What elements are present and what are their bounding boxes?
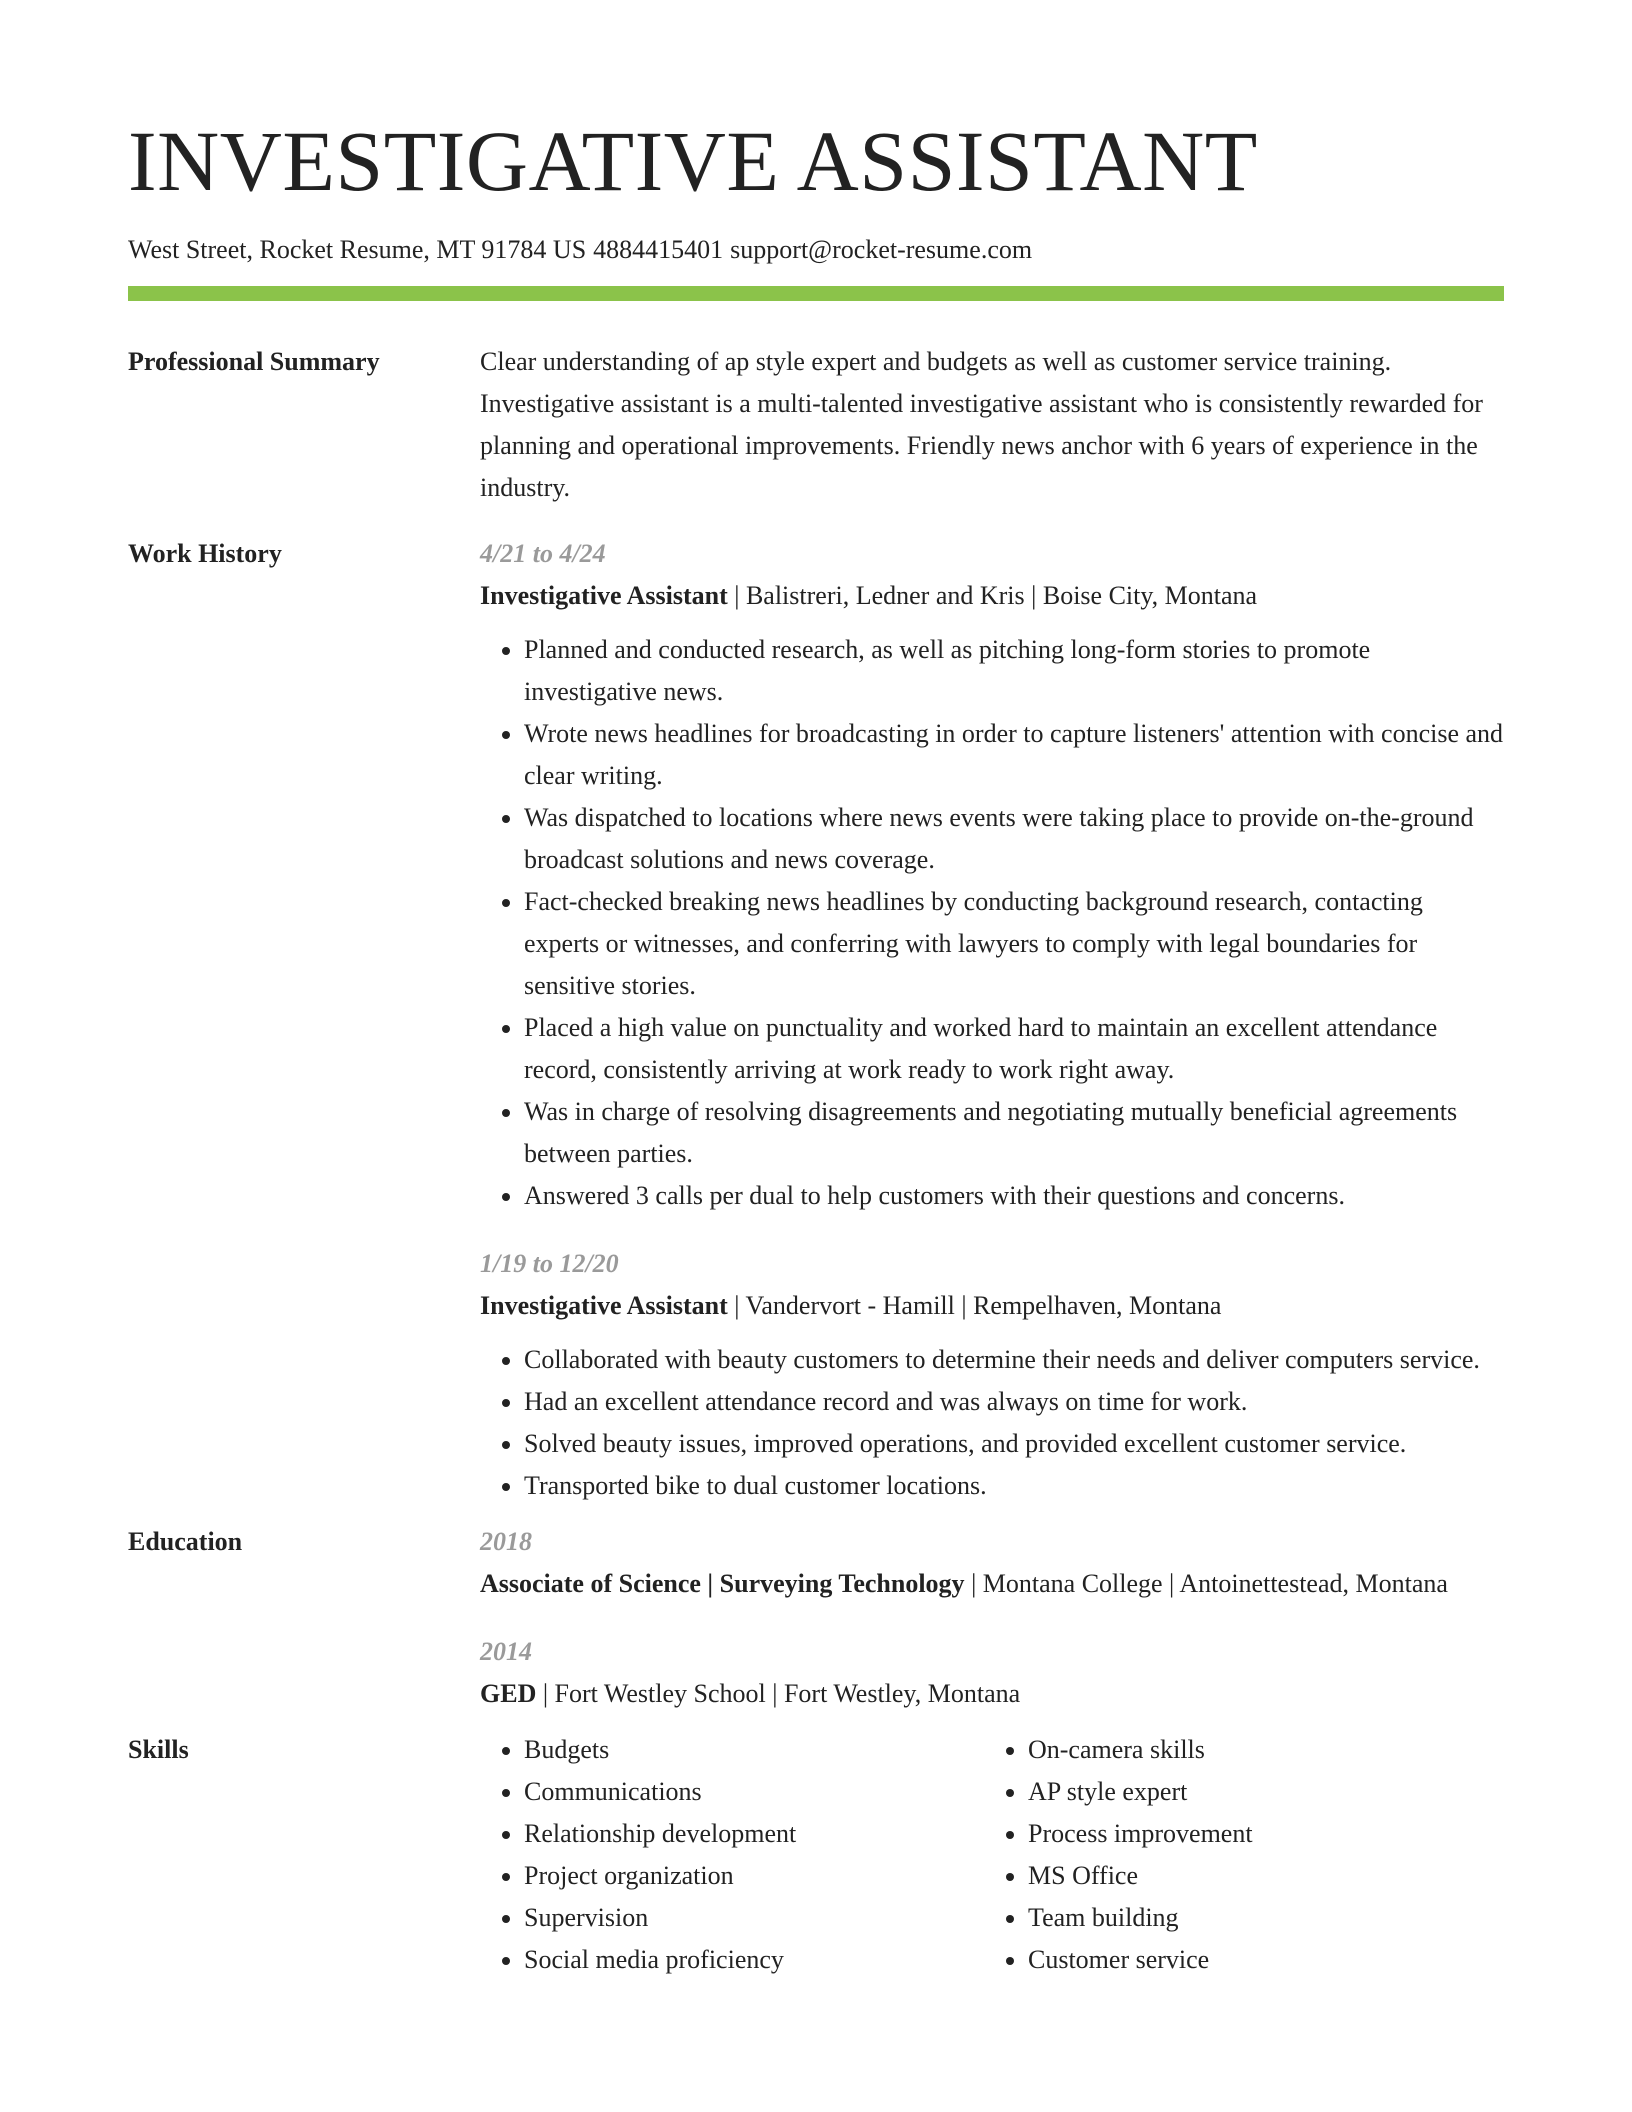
job-dates: 4/21 to 4/24: [480, 539, 606, 568]
skill-item: • MS Office: [1028, 1855, 1488, 1897]
job-employer: | Balistreri, Ledner and Kris | Boise City, Montana: [727, 581, 1258, 610]
skill-item: • Budgets: [524, 1729, 984, 1771]
education-year: 2018: [480, 1527, 532, 1556]
summary-heading: Professional Summary: [128, 347, 380, 376]
job-bullet: • Wrote news headlines for broadcasting in order to capture listeners' attention with concise and clear writing.: [524, 713, 1504, 797]
job-bullets: [480, 1339, 1504, 1507]
work-history-section: [128, 541, 1504, 1529]
summary-text: Clear understanding of ap style expert and budgets as well as customer service training. Investigative assistant is a multi-talented investigative assistant who is consistently rewarded for planning and operational improvements. Friendly news anchor with 6 years of experience in the industry.: [480, 347, 1483, 502]
education-section: [128, 1529, 1504, 1737]
job-bullets: [480, 629, 1504, 1217]
contact-phone: 4884415401: [593, 235, 724, 264]
education-heading: Education: [128, 1527, 243, 1556]
job-bullet: • Was in charge of resolving disagreements and negotiating mutually beneficial agreements between parties.: [524, 1091, 1504, 1175]
skill-item: • Project organization: [524, 1855, 984, 1897]
resume-name: INVESTIGATIVE ASSISTANT: [128, 113, 1258, 209]
skills-columns: [480, 1729, 1504, 1981]
skills-section: [128, 1737, 1504, 1981]
job-title-line: [480, 1285, 1504, 1327]
job-bullet: • Had an excellent attendance record and was always on time for work.: [524, 1381, 1504, 1423]
education-degree: Associate of Science | Surveying Technology: [480, 1569, 965, 1598]
education-entry: [480, 1521, 1504, 1605]
education-degree: GED: [480, 1679, 537, 1708]
education-entry: [480, 1631, 1504, 1715]
job-bullet: • Planned and conducted research, as well as pitching long-form stories to promote investigative news.: [524, 629, 1504, 713]
education-body: [480, 1529, 1504, 1737]
job-role: Investigative Assistant: [480, 1291, 728, 1320]
job-bullet: • Placed a high value on punctuality and worked hard to maintain an excellent attendance record, consistently arriving at work ready to work right away.: [524, 1007, 1504, 1091]
summary-section: [128, 349, 1504, 509]
summary-body: [480, 349, 1504, 509]
skills-body: [480, 1737, 1504, 1981]
education-line: [480, 1673, 1504, 1715]
education-school: | Fort Westley School | Fort Westley, Montana: [536, 1679, 1021, 1708]
work-history-heading: Work History: [128, 539, 282, 568]
skill-item: • Social media proficiency: [524, 1939, 984, 1981]
job-bullet: • Was dispatched to locations where news events were taking place to provide on-the-ground broadcast solutions and news coverage.: [524, 797, 1504, 881]
resume-sections: [128, 349, 1504, 1981]
skill-item: • Team building: [1028, 1897, 1488, 1939]
job-dates: 1/19 to 12/20: [480, 1249, 619, 1278]
job-employer: | Vandervort - Hamill | Rempelhaven, Montana: [727, 1291, 1222, 1320]
work-history-body: [480, 541, 1504, 1529]
job-bullet: • Solved beauty issues, improved operations, and provided excellent customer service.: [524, 1423, 1504, 1465]
job-title-line: [480, 575, 1504, 617]
skill-item: • Supervision: [524, 1897, 984, 1939]
job-bullet: • Fact-checked breaking news headlines by conducting background research, contacting experts or witnesses, and conferring with lawyers to comply with legal boundaries for sensitive stories.: [524, 881, 1504, 1007]
skills-list-right: [984, 1729, 1488, 1981]
job-bullet: • Answered 3 calls per dual to help customers with their questions and concerns.: [524, 1175, 1504, 1217]
skill-item: • Communications: [524, 1771, 984, 1813]
job-entry: [480, 533, 1504, 1217]
header-divider: [128, 286, 1504, 301]
skills-heading: Skills: [128, 1735, 189, 1764]
contact-address: West Street, Rocket Resume, MT 91784 US: [128, 235, 587, 264]
skill-item: • Relationship development: [524, 1813, 984, 1855]
job-role: Investigative Assistant: [480, 581, 728, 610]
skill-item: • Process improvement: [1028, 1813, 1488, 1855]
job-bullet: • Collaborated with beauty customers to determine their needs and deliver computers service.: [524, 1339, 1504, 1381]
skill-item: • Customer service: [1028, 1939, 1488, 1981]
contact-email: support@rocket-resume.com: [730, 235, 1033, 264]
education-year: 2014: [480, 1637, 532, 1666]
skill-item: • AP style expert: [1028, 1771, 1488, 1813]
skill-item: • On-camera skills: [1028, 1729, 1488, 1771]
education-line: [480, 1563, 1504, 1605]
contact-line: [128, 233, 1032, 267]
job-entry: [480, 1243, 1504, 1507]
job-bullet: • Transported bike to dual customer locations.: [524, 1465, 1504, 1507]
skills-list-left: [480, 1729, 984, 1981]
education-school: | Montana College | Antoinettestead, Montana: [964, 1569, 1448, 1598]
